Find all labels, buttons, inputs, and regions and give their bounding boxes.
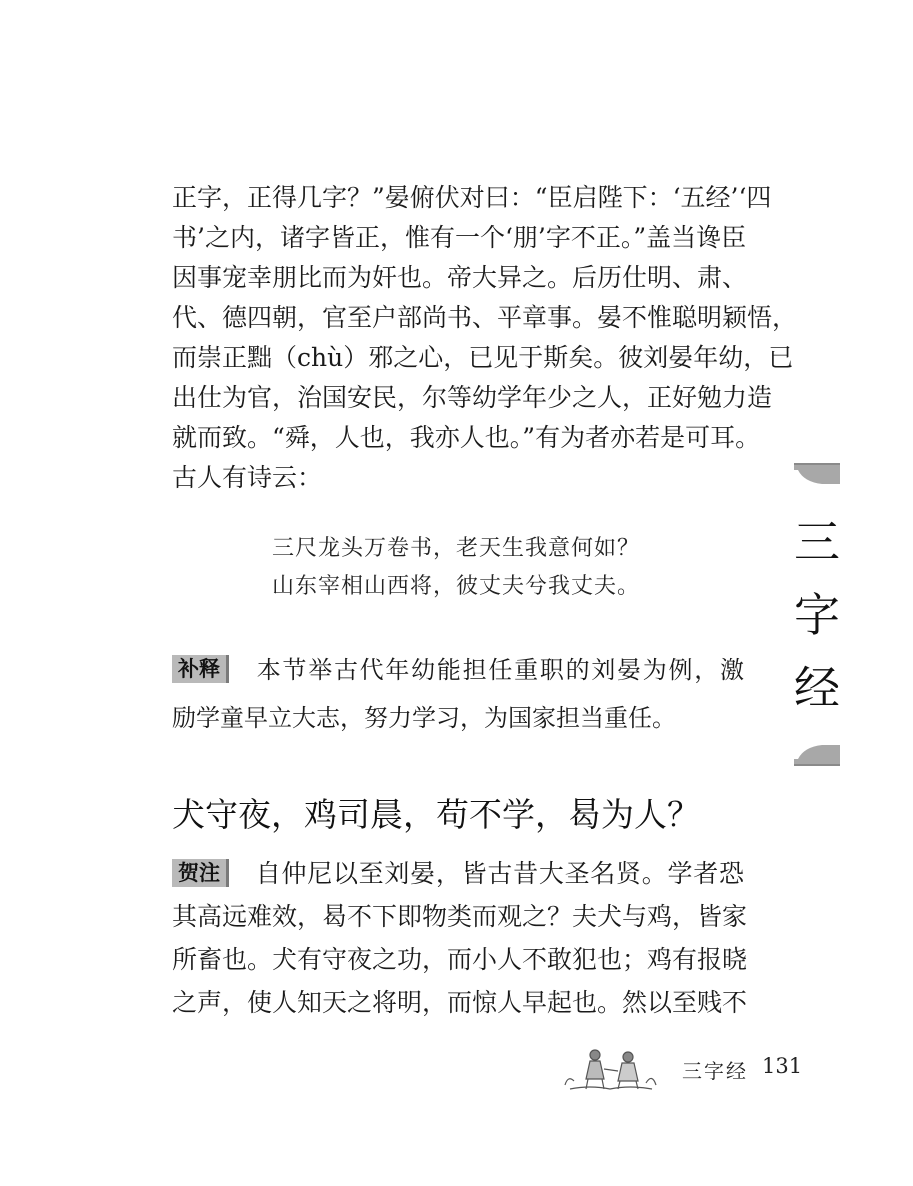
bracket-top-icon xyxy=(792,462,842,486)
commentary-text: 自仲尼以至刘晏，皆古昔大圣名贤。学者恐 xyxy=(255,859,744,888)
commentary-line: 之声，使人知天之将明，而惊人早起也。然以至贱不 xyxy=(172,988,748,1017)
paragraph-line: 出仕为官，治国安民，尔等幼学年少之人，正好勉力造 xyxy=(172,383,773,412)
poem-line: 山东宰相山西将，彼丈夫兮我丈夫。 xyxy=(272,574,641,599)
commentary-tag: 贺注 xyxy=(172,859,229,887)
poem-block xyxy=(272,530,692,606)
paragraph-line: 就而致。“舜，人也，我亦人也。”有为者亦若是可耳。 xyxy=(172,423,761,452)
paragraph-line: 因事宠幸朋比而为奸也。帝大异之。后历仕明、肃、 xyxy=(172,263,748,292)
side-tab-char: 经 xyxy=(794,661,840,715)
bracket-bottom-icon xyxy=(792,743,842,767)
running-title: 三字经 xyxy=(682,1059,748,1083)
commentary-line: 其高远难效，曷不下即物类而观之？夫犬与鸡，皆家 xyxy=(172,902,748,931)
paragraph-line: 代、德四朝，官至户部尚书、平章事。晏不惟聪明颖悟， xyxy=(172,303,798,332)
side-tab-char: 三 xyxy=(794,515,840,569)
paragraph-line: 古人有诗云： xyxy=(172,463,323,492)
two-figures-illustration-icon xyxy=(560,1045,660,1093)
supplement-tag: 补释 xyxy=(172,655,229,683)
paragraph-line: 而崇正黜（chù）邪之心，已见于斯矣。彼刘晏年幼，已 xyxy=(172,343,794,372)
note-line xyxy=(172,646,744,694)
commentary-paragraph xyxy=(172,852,748,1024)
side-chapter-tab xyxy=(792,462,842,767)
side-tab-char: 字 xyxy=(794,588,840,642)
commentary-line: 所畜也。犬有守夜之功，而小人不敢犯也；鸡有报晓 xyxy=(172,945,748,974)
supplement-note xyxy=(172,646,744,742)
page-footer xyxy=(560,1045,820,1093)
body-paragraph-1 xyxy=(172,178,798,498)
page-number: 131 xyxy=(762,1054,803,1078)
note-line: 励学童早立大志，努力学习，为国家担当重任。 xyxy=(172,704,676,732)
commentary-line xyxy=(172,852,744,895)
section-heading: 犬守夜，鸡司晨，苟不学，曷为人？ xyxy=(172,795,700,834)
paragraph-line: 正字，正得几字？”晏俯伏对曰：“臣启陛下：‘五经’‘四 xyxy=(172,183,772,212)
paragraph-line: 书’之内，诸字皆正，惟有一个‘朋’字不正。”盖当谗臣 xyxy=(172,223,747,252)
poem-line: 三尺龙头万卷书，老天生我意何如？ xyxy=(272,536,641,561)
note-text: 本节举古代年幼能担任重职的刘晏为例，激 xyxy=(255,656,744,684)
